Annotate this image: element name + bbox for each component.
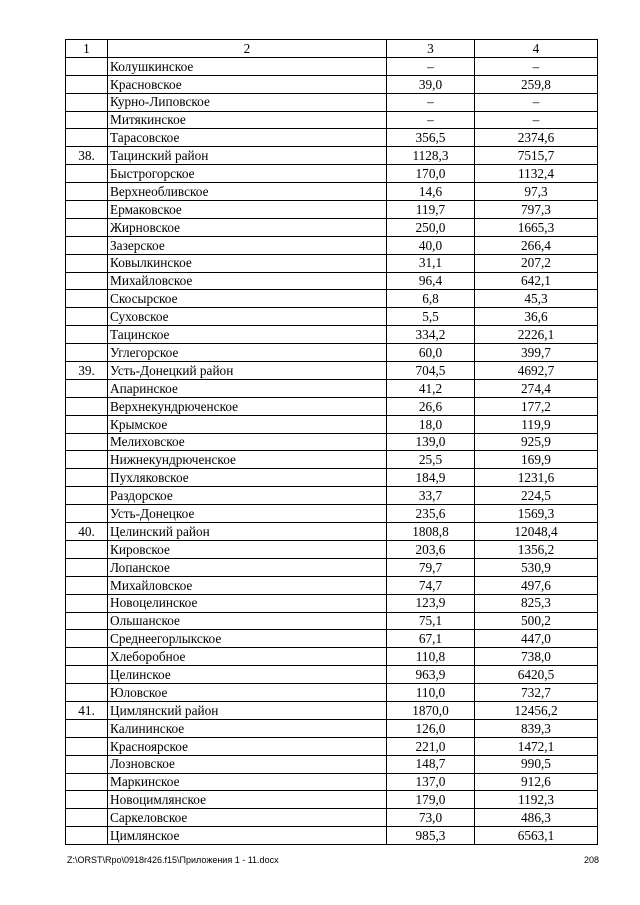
row-col3-cell: 139,0: [387, 433, 475, 451]
row-col3-cell: 67,1: [387, 630, 475, 648]
row-col3-cell: 184,9: [387, 469, 475, 487]
row-name-cell: Курно-Липовское: [108, 93, 387, 111]
row-number-cell: [66, 254, 108, 272]
row-col3-cell: 5,5: [387, 308, 475, 326]
row-col4-cell: –: [475, 111, 598, 129]
table-row: [66, 773, 598, 791]
row-name-cell: Крымское: [108, 415, 387, 433]
row-col3-cell: 60,0: [387, 344, 475, 362]
row-col3-cell: 40,0: [387, 236, 475, 254]
row-number-cell: [66, 57, 108, 75]
row-number-cell: [66, 75, 108, 93]
row-name-cell: Жирновское: [108, 218, 387, 236]
row-col4-cell: 119,9: [475, 415, 598, 433]
row-number-cell: [66, 648, 108, 666]
footer-file-path: Z:\ORST\Rpo\0918r426.f15\Приложения 1 - 11.docx: [67, 855, 279, 865]
row-col3-cell: 6,8: [387, 290, 475, 308]
table-row: [66, 344, 598, 362]
row-col3-cell: 74,7: [387, 576, 475, 594]
row-col4-cell: 4692,7: [475, 362, 598, 380]
row-number-cell: [66, 487, 108, 505]
table-row: [66, 630, 598, 648]
table-row: [66, 218, 598, 236]
row-number-cell: [66, 576, 108, 594]
row-col4-cell: 497,6: [475, 576, 598, 594]
row-number-cell: [66, 612, 108, 630]
row-col4-cell: 447,0: [475, 630, 598, 648]
row-number-cell: 39.: [66, 362, 108, 380]
row-col4-cell: 266,4: [475, 236, 598, 254]
table-row: [66, 236, 598, 254]
row-name-cell: Нижнекундрюченское: [108, 451, 387, 469]
table-row: [66, 809, 598, 827]
row-col3-cell: 110,0: [387, 684, 475, 702]
row-number-cell: [66, 379, 108, 397]
table-row: [66, 147, 598, 165]
row-name-cell: Скосырское: [108, 290, 387, 308]
row-number-cell: [66, 540, 108, 558]
row-number-cell: [66, 594, 108, 612]
row-name-cell: Ольшанское: [108, 612, 387, 630]
row-col4-cell: 1665,3: [475, 218, 598, 236]
row-col4-cell: 2374,6: [475, 129, 598, 147]
row-number-cell: [66, 272, 108, 290]
row-col3-cell: 25,5: [387, 451, 475, 469]
row-col3-cell: 18,0: [387, 415, 475, 433]
row-col3-cell: 1870,0: [387, 701, 475, 719]
row-number-cell: [66, 326, 108, 344]
row-number-cell: [66, 344, 108, 362]
table-row: [66, 93, 598, 111]
row-name-cell: Верхнеобливское: [108, 183, 387, 201]
table-row: [66, 540, 598, 558]
table-row: [66, 326, 598, 344]
row-name-cell: Цимлянский район: [108, 701, 387, 719]
row-col4-cell: 530,9: [475, 558, 598, 576]
row-name-cell: Новоцимлянское: [108, 791, 387, 809]
row-col3-cell: 1128,3: [387, 147, 475, 165]
row-col3-cell: 179,0: [387, 791, 475, 809]
row-col4-cell: 6563,1: [475, 827, 598, 845]
table-row: [66, 362, 598, 380]
row-name-cell: Саркеловское: [108, 809, 387, 827]
row-col3-cell: 137,0: [387, 773, 475, 791]
row-number-cell: [66, 791, 108, 809]
row-name-cell: Верхнекундрюченское: [108, 397, 387, 415]
table-row: [66, 129, 598, 147]
row-number-cell: 40.: [66, 523, 108, 541]
row-col3-cell: 203,6: [387, 540, 475, 558]
table-row: [66, 505, 598, 523]
row-number-cell: [66, 290, 108, 308]
row-col4-cell: 207,2: [475, 254, 598, 272]
table-header-row: [66, 40, 598, 58]
row-col4-cell: 738,0: [475, 648, 598, 666]
row-col4-cell: 732,7: [475, 684, 598, 702]
header-col-4: 4: [475, 40, 598, 58]
row-name-cell: Юловское: [108, 684, 387, 702]
row-name-cell: Апаринское: [108, 379, 387, 397]
header-col-3: 3: [387, 40, 475, 58]
table-row: [66, 612, 598, 630]
table-row: [66, 308, 598, 326]
row-col4-cell: 7515,7: [475, 147, 598, 165]
row-name-cell: Лопанское: [108, 558, 387, 576]
table-row: [66, 558, 598, 576]
row-name-cell: Целинское: [108, 666, 387, 684]
row-col3-cell: 33,7: [387, 487, 475, 505]
data-table: [65, 39, 598, 845]
row-number-cell: [66, 630, 108, 648]
row-col3-cell: 1808,8: [387, 523, 475, 541]
row-number-cell: [66, 809, 108, 827]
row-name-cell: Калининское: [108, 719, 387, 737]
table-row: [66, 469, 598, 487]
row-col4-cell: 925,9: [475, 433, 598, 451]
table-row: [66, 111, 598, 129]
table-row: [66, 290, 598, 308]
row-col4-cell: 486,3: [475, 809, 598, 827]
row-col4-cell: 1192,3: [475, 791, 598, 809]
row-number-cell: [66, 505, 108, 523]
row-col4-cell: 36,6: [475, 308, 598, 326]
row-name-cell: Тацинское: [108, 326, 387, 344]
row-col3-cell: 235,6: [387, 505, 475, 523]
row-number-cell: [66, 773, 108, 791]
row-col3-cell: 31,1: [387, 254, 475, 272]
table-row: [66, 451, 598, 469]
row-col4-cell: 12456,2: [475, 701, 598, 719]
row-col4-cell: 1472,1: [475, 737, 598, 755]
row-name-cell: Тарасовское: [108, 129, 387, 147]
row-col3-cell: 119,7: [387, 201, 475, 219]
row-col4-cell: 1569,3: [475, 505, 598, 523]
row-col3-cell: 26,6: [387, 397, 475, 415]
row-col3-cell: 704,5: [387, 362, 475, 380]
row-number-cell: [66, 755, 108, 773]
row-number-cell: [66, 129, 108, 147]
row-number-cell: [66, 111, 108, 129]
row-col4-cell: 399,7: [475, 344, 598, 362]
row-name-cell: Кировское: [108, 540, 387, 558]
row-name-cell: Усть-Донецкое: [108, 505, 387, 523]
row-col3-cell: 39,0: [387, 75, 475, 93]
table-row: [66, 701, 598, 719]
table-row: [66, 254, 598, 272]
row-col4-cell: 912,6: [475, 773, 598, 791]
row-col4-cell: 2226,1: [475, 326, 598, 344]
footer-page-number: 208: [584, 855, 600, 865]
row-name-cell: Красноярское: [108, 737, 387, 755]
row-number-cell: 41.: [66, 701, 108, 719]
row-col3-cell: 126,0: [387, 719, 475, 737]
row-col3-cell: 110,8: [387, 648, 475, 666]
row-name-cell: Михайловское: [108, 576, 387, 594]
row-number-cell: 38.: [66, 147, 108, 165]
table-row: [66, 487, 598, 505]
table-row: [66, 433, 598, 451]
row-col3-cell: 73,0: [387, 809, 475, 827]
table-body: [66, 57, 598, 844]
row-col3-cell: 148,7: [387, 755, 475, 773]
row-col4-cell: 12048,4: [475, 523, 598, 541]
row-col3-cell: 250,0: [387, 218, 475, 236]
row-number-cell: [66, 397, 108, 415]
row-col4-cell: 1231,6: [475, 469, 598, 487]
row-col3-cell: 96,4: [387, 272, 475, 290]
row-name-cell: Митякинское: [108, 111, 387, 129]
row-number-cell: [66, 236, 108, 254]
row-number-cell: [66, 451, 108, 469]
row-number-cell: [66, 308, 108, 326]
row-name-cell: Суховское: [108, 308, 387, 326]
row-col4-cell: 797,3: [475, 201, 598, 219]
row-col3-cell: 41,2: [387, 379, 475, 397]
table-row: [66, 523, 598, 541]
row-name-cell: Углегорское: [108, 344, 387, 362]
row-number-cell: [66, 201, 108, 219]
row-name-cell: Усть-Донецкий район: [108, 362, 387, 380]
table-row: [66, 791, 598, 809]
row-col4-cell: –: [475, 57, 598, 75]
row-name-cell: Мелиховское: [108, 433, 387, 451]
row-name-cell: Красновское: [108, 75, 387, 93]
row-name-cell: Лозновское: [108, 755, 387, 773]
row-col3-cell: 221,0: [387, 737, 475, 755]
row-number-cell: [66, 433, 108, 451]
table-row: [66, 827, 598, 845]
row-col4-cell: 259,8: [475, 75, 598, 93]
row-col4-cell: 990,5: [475, 755, 598, 773]
row-col4-cell: 6420,5: [475, 666, 598, 684]
row-name-cell: Быстрогорское: [108, 165, 387, 183]
table-row: [66, 737, 598, 755]
table-row: [66, 755, 598, 773]
row-col3-cell: 75,1: [387, 612, 475, 630]
table-row: [66, 57, 598, 75]
header-col-1: 1: [66, 40, 108, 58]
row-name-cell: Ермаковское: [108, 201, 387, 219]
table-row: [66, 397, 598, 415]
row-number-cell: [66, 469, 108, 487]
row-col3-cell: –: [387, 93, 475, 111]
row-name-cell: Среднеегорлыкское: [108, 630, 387, 648]
table-row: [66, 183, 598, 201]
header-col-2: 2: [108, 40, 387, 58]
row-number-cell: [66, 684, 108, 702]
row-col3-cell: 985,3: [387, 827, 475, 845]
row-name-cell: Раздорское: [108, 487, 387, 505]
row-col3-cell: 963,9: [387, 666, 475, 684]
row-number-cell: [66, 218, 108, 236]
row-col4-cell: 169,9: [475, 451, 598, 469]
row-name-cell: Хлеборобное: [108, 648, 387, 666]
row-name-cell: Ковылкинское: [108, 254, 387, 272]
table-row: [66, 684, 598, 702]
row-number-cell: [66, 558, 108, 576]
row-number-cell: [66, 827, 108, 845]
row-col4-cell: 500,2: [475, 612, 598, 630]
row-number-cell: [66, 666, 108, 684]
table-row: [66, 165, 598, 183]
row-col3-cell: 356,5: [387, 129, 475, 147]
row-col4-cell: 97,3: [475, 183, 598, 201]
table-row: [66, 201, 598, 219]
row-col3-cell: 123,9: [387, 594, 475, 612]
row-number-cell: [66, 737, 108, 755]
row-number-cell: [66, 719, 108, 737]
row-col4-cell: 1132,4: [475, 165, 598, 183]
row-col4-cell: 177,2: [475, 397, 598, 415]
row-col3-cell: –: [387, 111, 475, 129]
table-row: [66, 666, 598, 684]
row-col3-cell: 79,7: [387, 558, 475, 576]
row-col4-cell: 1356,2: [475, 540, 598, 558]
row-name-cell: Маркинское: [108, 773, 387, 791]
row-number-cell: [66, 93, 108, 111]
row-number-cell: [66, 415, 108, 433]
row-name-cell: Новоцелинское: [108, 594, 387, 612]
row-col4-cell: 839,3: [475, 719, 598, 737]
table-row: [66, 75, 598, 93]
row-col4-cell: 224,5: [475, 487, 598, 505]
row-col4-cell: 45,3: [475, 290, 598, 308]
row-name-cell: Колушкинское: [108, 57, 387, 75]
row-number-cell: [66, 165, 108, 183]
table-row: [66, 648, 598, 666]
row-name-cell: Михайловское: [108, 272, 387, 290]
row-name-cell: Целинский район: [108, 523, 387, 541]
table-row: [66, 576, 598, 594]
row-col4-cell: 274,4: [475, 379, 598, 397]
table-row: [66, 272, 598, 290]
row-name-cell: Цимлянское: [108, 827, 387, 845]
row-col3-cell: 170,0: [387, 165, 475, 183]
row-number-cell: [66, 183, 108, 201]
row-col4-cell: –: [475, 93, 598, 111]
table-row: [66, 719, 598, 737]
row-col3-cell: –: [387, 57, 475, 75]
row-name-cell: Тацинский район: [108, 147, 387, 165]
table-row: [66, 594, 598, 612]
row-col4-cell: 825,3: [475, 594, 598, 612]
row-col4-cell: 642,1: [475, 272, 598, 290]
row-col3-cell: 334,2: [387, 326, 475, 344]
table-row: [66, 415, 598, 433]
row-col3-cell: 14,6: [387, 183, 475, 201]
table-row: [66, 379, 598, 397]
row-name-cell: Зазерское: [108, 236, 387, 254]
row-name-cell: Пухляковское: [108, 469, 387, 487]
